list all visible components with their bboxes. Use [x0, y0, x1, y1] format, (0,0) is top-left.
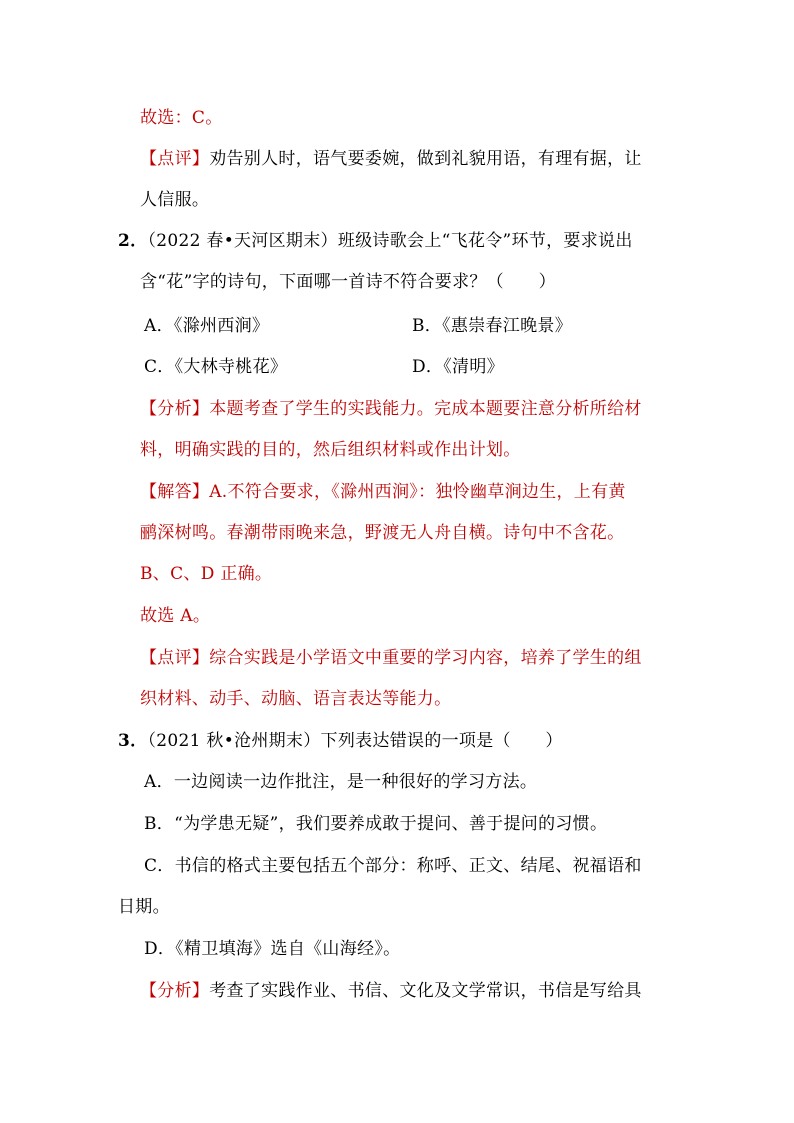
q2-comment-text: 综合实践是小学语文中重要的学习内容，培养了学生的组: [209, 648, 642, 668]
q2-comment-tag: 【点评】: [140, 648, 210, 668]
q2-options-row1: [144, 315, 704, 337]
q3-option-b: B．“为学患无疑”，我们要养成敢于提问、善于提问的习惯。: [144, 814, 608, 834]
q3-option-a: A．一边阅读一边作批注，是一种很好的学习方法。: [144, 772, 538, 792]
q2-option-a-label: A．: [144, 316, 174, 336]
q3-option-d: D．《精卫填海》选自《山海经》。: [144, 939, 401, 959]
q2-comment-line2: 织材料、动手、动脑、语言表达等能力。: [140, 689, 452, 709]
q2-analysis-line2: 料，明确实践的目的，然后组织材料或作出计划。: [140, 440, 521, 460]
q2-answer-tag: 【解答】: [140, 482, 210, 502]
q2-option-c-label: C．: [144, 357, 175, 377]
q2-stem-text: （2022 春•天河区期末）班级诗歌会上“飞花令”环节，要求说出: [147, 231, 633, 251]
q2-analysis-line1: [140, 398, 642, 420]
q1-comment-tag: 【点评】: [140, 149, 210, 169]
q2-comment-line1: [140, 647, 642, 669]
q2-option-c: [144, 357, 287, 377]
q3-stem: [118, 730, 563, 752]
q3-analysis-tag: 【分析】: [140, 981, 210, 1001]
q2-options-row2: [144, 356, 704, 378]
q2-option-d: [412, 356, 504, 378]
q2-analysis-tag: 【分析】: [140, 399, 210, 419]
q2-number: 2．: [118, 231, 148, 251]
q1-comment-line1: [140, 148, 642, 170]
q2-option-b-text: 《惠崇春江晚景》: [442, 316, 572, 336]
q3-number: 3．: [118, 731, 148, 751]
q2-conclusion: 故选 A。: [140, 606, 211, 626]
q2-option-c-text: 《大林寺桃花》: [174, 357, 288, 377]
q2-option-d-label: D．: [412, 357, 444, 377]
q2-stem-line2: 含“花”字的诗句，下面哪一首诗不符合要求？（ ）: [140, 272, 556, 292]
q2-analysis-text: 本题考查了学生的实践能力。完成本题要注意分析所给材: [209, 399, 642, 419]
q1-comment-text: 劝告别人时，语气要委婉，做到礼貌用语，有理有据，让: [209, 149, 642, 169]
q2-option-a: [144, 316, 269, 336]
q3-option-c-line2: 日期。: [118, 897, 170, 917]
q3-analysis-text: 考查了实践作业、书信、文化及文学常识，书信是写给具: [209, 981, 642, 1001]
q2-answer-line3: B、C、D 正确。: [140, 564, 273, 584]
q2-stem-line1: [118, 230, 633, 252]
q2-answer-line1: [140, 481, 626, 503]
q3-analysis-line1: [140, 980, 642, 1002]
q3-stem-text: （2021 秋•沧州期末）下列表达错误的一项是（ ）: [147, 731, 563, 751]
q1-conclusion: 故选：C。: [140, 108, 223, 128]
q3-option-c-line1: C．书信的格式主要包括五个部分：称呼、正文、结尾、祝福语和: [144, 856, 642, 876]
q2-option-a-text: 《滁州西涧》: [173, 316, 270, 336]
q2-answer-text: A.不符合要求，《滁州西涧》：独怜幽草涧边生，上有黄: [209, 482, 626, 502]
q1-comment-line2: 人信服。: [140, 190, 210, 210]
q2-option-d-text: 《清明》: [443, 357, 504, 377]
q2-option-b-label: B．: [412, 316, 443, 336]
q2-option-b: [412, 315, 572, 337]
q2-answer-line2: 鹂深树鸣。春潮带雨晚来急，野渡无人舟自横。诗句中不含花。: [140, 523, 625, 543]
